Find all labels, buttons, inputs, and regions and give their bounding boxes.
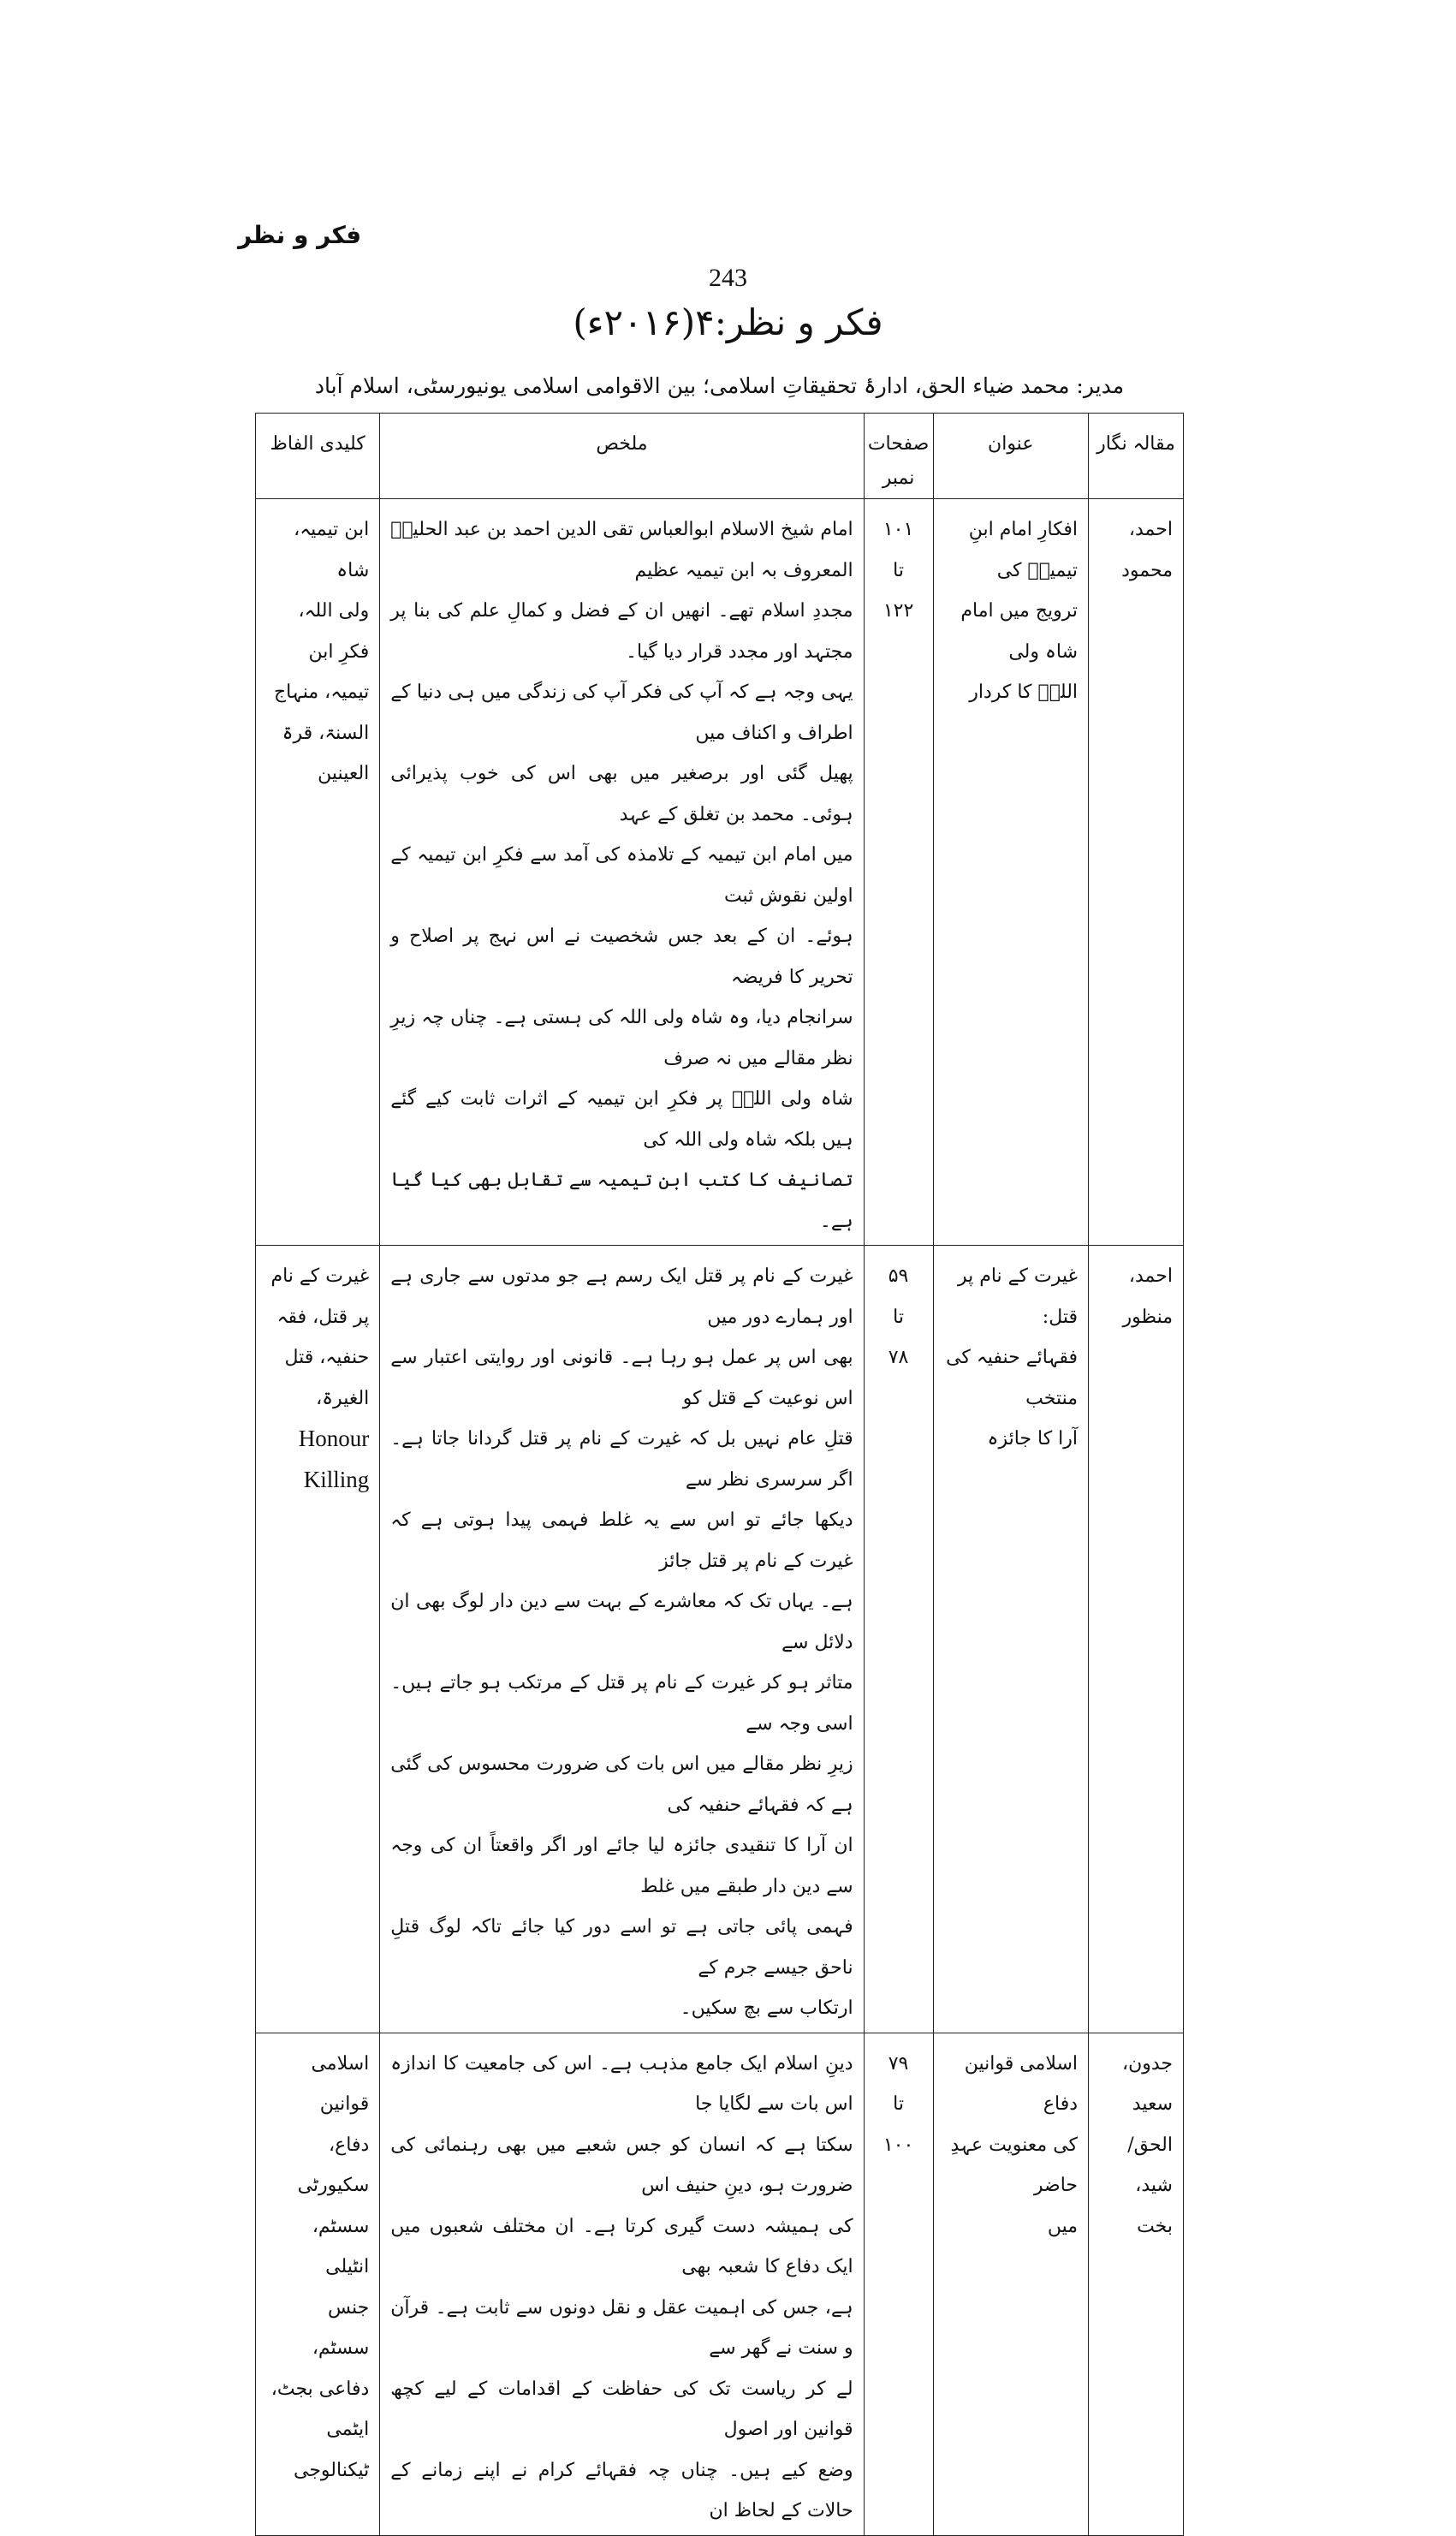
cell-pages — [864, 499, 933, 1246]
keywords-line: Killing — [303, 1466, 370, 1492]
abstract-line: امام شیخ الاسلام ابوالعباس تقی الدین احمد بن عبد الحلیمؒ المعروف بہ ابن تیمیہ عظیم — [390, 519, 853, 581]
abstract-line: سکتا ہے کہ انسان کو جس شعبے میں بھی رہنمائی کی ضرورت ہو، دینِ حنیف اس — [390, 2134, 853, 2196]
title-line: میں — [1047, 2215, 1079, 2237]
journal-title: فکر و نظر:۴(۲۰۱۶ء) — [573, 301, 883, 343]
keywords-line: پر قتل، فقہ — [276, 1306, 370, 1328]
abstract-line: یہی وجہ ہے کہ آپ کی فکر آپ کی زندگی میں ہی دنیا کے اطراف و اکناف میں — [390, 682, 853, 744]
pages-line: تا — [893, 559, 904, 581]
abstract-line: تصانیف کا کتب ابن تیمیہ سے تقابل بھی کیا گیا ہے۔ — [390, 1170, 853, 1232]
keywords-line: ولی اللہ، فکرِ ابن — [298, 600, 370, 663]
pages-line: ۱۰۱ — [883, 519, 914, 540]
pages-line: تا — [893, 2093, 904, 2115]
cell-abstract — [380, 2033, 864, 2535]
keywords-line: ایٹمی ٹیکنالوجی — [294, 2419, 370, 2481]
keywords-line: الغیرۃ، — [316, 1387, 370, 1409]
column-header-title: عنوان — [933, 414, 1089, 499]
table-header-row — [256, 414, 1184, 499]
title-line: ترویج میں امام شاہ ولی — [960, 600, 1079, 663]
author-line: شید، بخت — [1135, 2175, 1173, 2237]
keywords-line: Honour — [298, 1426, 370, 1451]
title-line: کی معنویت عہدِ حاضر — [950, 2134, 1079, 2196]
keywords-line: ابن تیمیہ، شاہ — [294, 519, 370, 581]
editor-line: مدیر: محمد ضیاء الحق، ادارۂ تحقیقاتِ اسلامی؛ بین الاقوامی اسلامی یونیورسٹی، اسلام آباد — [314, 373, 1125, 398]
abstract-line: بھی اس پر عمل ہو رہا ہے۔ قانونی اور روایتی اعتبار سے اس نوعیت کے قتل کو — [390, 1347, 853, 1409]
abstract-line: وضع کیے ہیں۔ چناں چہ فقہائے کرام نے اپنے زمانے کے حالات کے لحاظ ان — [390, 2459, 853, 2521]
cell-keywords — [256, 499, 380, 1246]
cell-author — [1089, 2033, 1184, 2535]
cell-pages — [864, 2033, 933, 2535]
keywords-line: اسلامی قوانین — [311, 2052, 370, 2115]
abstract-line: قتلِ عام نہیں بل کہ غیرت کے نام پر قتل گردانا جاتا ہے۔ اگر سرسری نظر سے — [390, 1428, 853, 1491]
abstract-line: ہے، جس کی اہمیت عقل و نقل دونوں سے ثابت ہے۔ قرآن و سنت نے گھر سے — [390, 2296, 853, 2359]
abstract-line: ان آرا کا تنقیدی جائزہ لیا جائے اور اگر واقعتاً ان کی وجہ سے دین دار طبقے میں غلط — [390, 1835, 853, 1897]
keywords-line: سسٹم، انٹیلی — [312, 2215, 370, 2277]
abstract-line: ہوئے۔ ان کے بعد جس شخصیت نے اس نہج پر اصلاح و تحریر کا فریضہ — [390, 926, 853, 988]
cell-abstract — [380, 499, 864, 1246]
abstract-line: ہے۔ یہاں تک کہ معاشرے کے بہت سے دین دار لوگ بھی ان دلائل سے — [390, 1591, 853, 1653]
keywords-line: غیرت کے نام — [270, 1265, 370, 1287]
keywords-line: جنس سسٹم، — [312, 2296, 370, 2359]
table-body — [256, 499, 1184, 2536]
cell-pages — [864, 1246, 933, 2033]
title-line: فقہائے حنفیہ کی منتخب — [946, 1347, 1079, 1409]
pages-line: ۷۸ — [888, 1347, 909, 1368]
cell-author — [1089, 499, 1184, 1246]
title-line: اسلامی قوانین دفاع — [964, 2052, 1079, 2115]
table-row — [256, 2033, 1184, 2535]
abstract-line: شاہ ولی اللہؒ پر فکرِ ابن تیمیہ کے اثرات ثابت کیے گئے ہیں بلکہ شاہ ولی اللہ کی — [390, 1088, 853, 1151]
title-line: اللہؒ کا کردار — [969, 682, 1079, 703]
pages-line: ۷۹ — [888, 2052, 909, 2075]
abstract-line: مجددِ اسلام تھے۔ انھیں ان کے فضل و کمالِ علم کی بنا پر مجتہد اور مجدد قرار دیا گیا۔ — [390, 600, 853, 663]
articles-table — [255, 413, 1184, 2536]
cell-title — [933, 1246, 1089, 2033]
abstract-line: میں امام ابن تیمیہ کے تلامذہ کی آمد سے فکرِ ابن تیمیہ کے اولین نقوش ثبت — [390, 844, 853, 907]
column-header-author: مقالہ نگار — [1089, 414, 1184, 499]
keywords-line: السنۃ، قرۃ — [282, 722, 370, 744]
abstract-line: ارتکاب سے بچ سکیں۔ — [680, 1997, 853, 2019]
abstract-line: لے کر ریاست تک کی حفاظت کے اقدامات کے لیے کچھ قوانین اور اصول — [390, 2378, 853, 2440]
column-header-pages — [864, 414, 933, 499]
abstract-line: دیکھا جائے تو اس سے یہ غلط فہمی پیدا ہوتی ہے کہ غیرت کے نام پر قتل جائز — [390, 1509, 853, 1572]
page-number: 243 — [709, 264, 747, 292]
pages-line: ۵۹ — [888, 1265, 909, 1287]
cell-title — [933, 2033, 1089, 2535]
abstract-line: کی ہمیشہ دست گیری کرتا ہے۔ ان مختلف شعبوں میں ایک دفاع کا شعبہ بھی — [390, 2215, 853, 2277]
keywords-line: دفاعی بجٹ، — [270, 2378, 370, 2400]
author-line: احمد، محمود — [1121, 519, 1173, 581]
title-line: افکارِ امام ابنِ تیمیہؒ کی — [968, 519, 1079, 581]
title-line: آرا کا جائزہ — [987, 1428, 1079, 1450]
author-line: جدون، — [1121, 2052, 1173, 2075]
abstract-line: فہمی پائی جاتی ہے تو اسے دور کیا جائے تاکہ لوگ قتلِ ناحق جیسے جرم کے — [390, 1916, 853, 1979]
abstract-line: زیرِ نظر مقالے میں اس بات کی ضرورت محسوس کی گئی ہے کہ فقہائے حنفیہ کی — [390, 1753, 853, 1816]
keywords-line: حنفیہ، قتل — [284, 1347, 370, 1368]
column-header-abstract: ملخص — [380, 414, 864, 499]
pages-line: ۱۰۰ — [883, 2134, 914, 2156]
cell-title — [933, 499, 1089, 1246]
author-line: احمد، منظور — [1122, 1265, 1173, 1328]
abstract-line: غیرت کے نام پر قتل ایک رسم ہے جو مدتوں سے جاری ہے اور ہمارے دور میں — [390, 1265, 853, 1328]
keywords-line: تیمیہ، منہاج — [273, 682, 370, 703]
author-line: سعید الحق/ — [1127, 2093, 1173, 2156]
table-row — [256, 499, 1184, 1246]
column-header-pages-line: صفحات — [867, 433, 930, 455]
abstract-line: سرانجام دیا، وہ شاہ ولی اللہ کی ہستی ہے۔ چناں چہ زیرِ نظر مقالے میں نہ صرف — [390, 1007, 853, 1069]
abstract-line: دینِ اسلام ایک جامع مذہب ہے۔ اس کی جامعیت کا اندازہ اس بات سے لگایا جا — [390, 2052, 853, 2115]
cell-abstract — [380, 1246, 864, 2033]
keywords-line: العینین — [318, 763, 370, 784]
column-header-pages-line: نمبر — [882, 467, 915, 489]
cell-keywords — [256, 2033, 380, 2535]
title-line: غیرت کے نام پر قتل: — [957, 1265, 1079, 1328]
column-header-keywords: کلیدی الفاظ — [256, 414, 380, 499]
keywords-line: دفاع، سکیورٹی — [297, 2134, 370, 2196]
pages-line: ۱۲۲ — [883, 600, 914, 622]
table-row — [256, 1246, 1184, 2033]
running-header-title: فکر و نظر — [238, 221, 362, 249]
abstract-line: متاثر ہو کر غیرت کے نام پر قتل کے مرتکب ہو جاتے ہیں۔ اسی وجہ سے — [390, 1672, 853, 1735]
abstract-line: پھیل گئی اور برصغیر میں بھی اس کی خوب پذیرائی ہوئی۔ محمد بن تغلق کے عہد — [390, 763, 853, 825]
cell-keywords — [256, 1246, 380, 2033]
cell-author — [1089, 1246, 1184, 2033]
pages-line: تا — [893, 1306, 904, 1328]
